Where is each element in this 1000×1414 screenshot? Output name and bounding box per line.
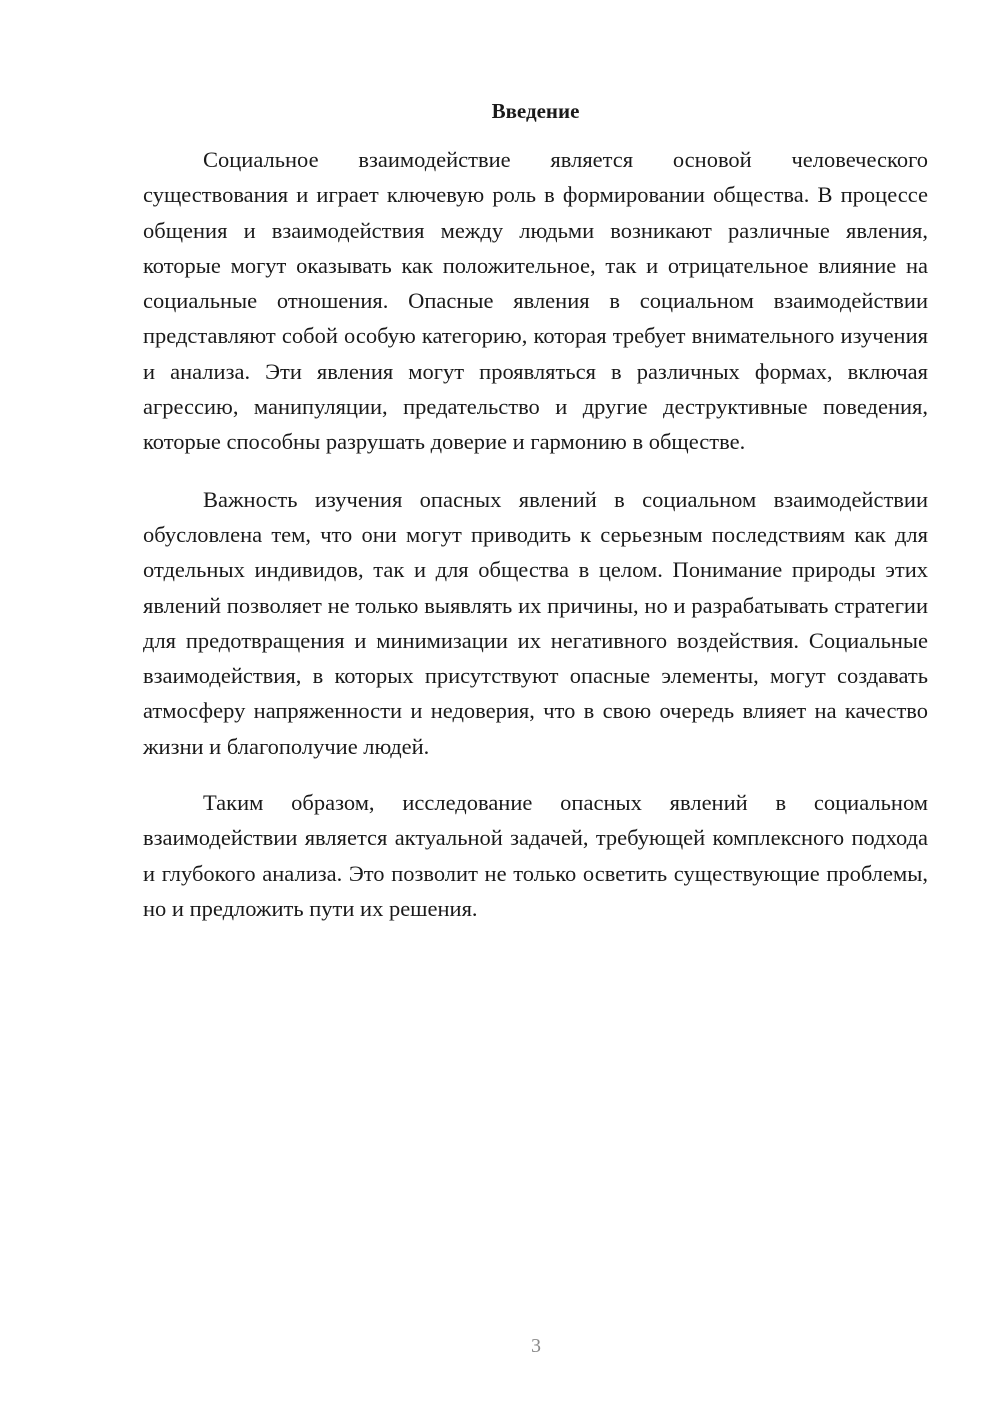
page-number: 3 xyxy=(531,1335,541,1357)
paragraph: Социальное взаимодействие является основой человеческого существования и играет ключевую роль в формировании общества. В процессе общения и взаимодействия между людьми возникают различные явления, которые могут оказывать как положительное, так и отрицательное влияние на социальные отношения. Опасные явления в социальном взаимодействии представляют собой особую категорию, которая требует внимательного изучения и анализа. Эти явления могут проявляться в различных формах, включая агрессию, манипуляции, предательство и другие деструктивные поведения, которые способны разрушать доверие и гармонию в обществе. xyxy=(143,147,928,455)
document-body xyxy=(143,92,928,926)
section-title: Введение xyxy=(491,99,580,123)
paragraph: Важность изучения опасных явлений в социальном взаимодействии обусловлена тем, что они могут приводить к серьезным последствиям как для отдельных индивидов, так и для общества в целом. Понимание природы этих явлений позволяет не только выявлять их причины, но и разрабатывать стратегии для предотвращения и минимизации их негативного воздействия. Социальные взаимодействия, в которых присутствуют опасные элементы, могут создавать атмосферу напряженности и недоверия, что в свою очередь влияет на качество жизни и благополучие людей. xyxy=(143,486,928,759)
paragraph: Таким образом, исследование опасных явлений в социальном взаимодействии является актуальной задачей, требующей комплексного подхода и глубокого анализа. Это позволит не только осветить существующие проблемы, но и предложить пути их решения. xyxy=(143,790,928,921)
